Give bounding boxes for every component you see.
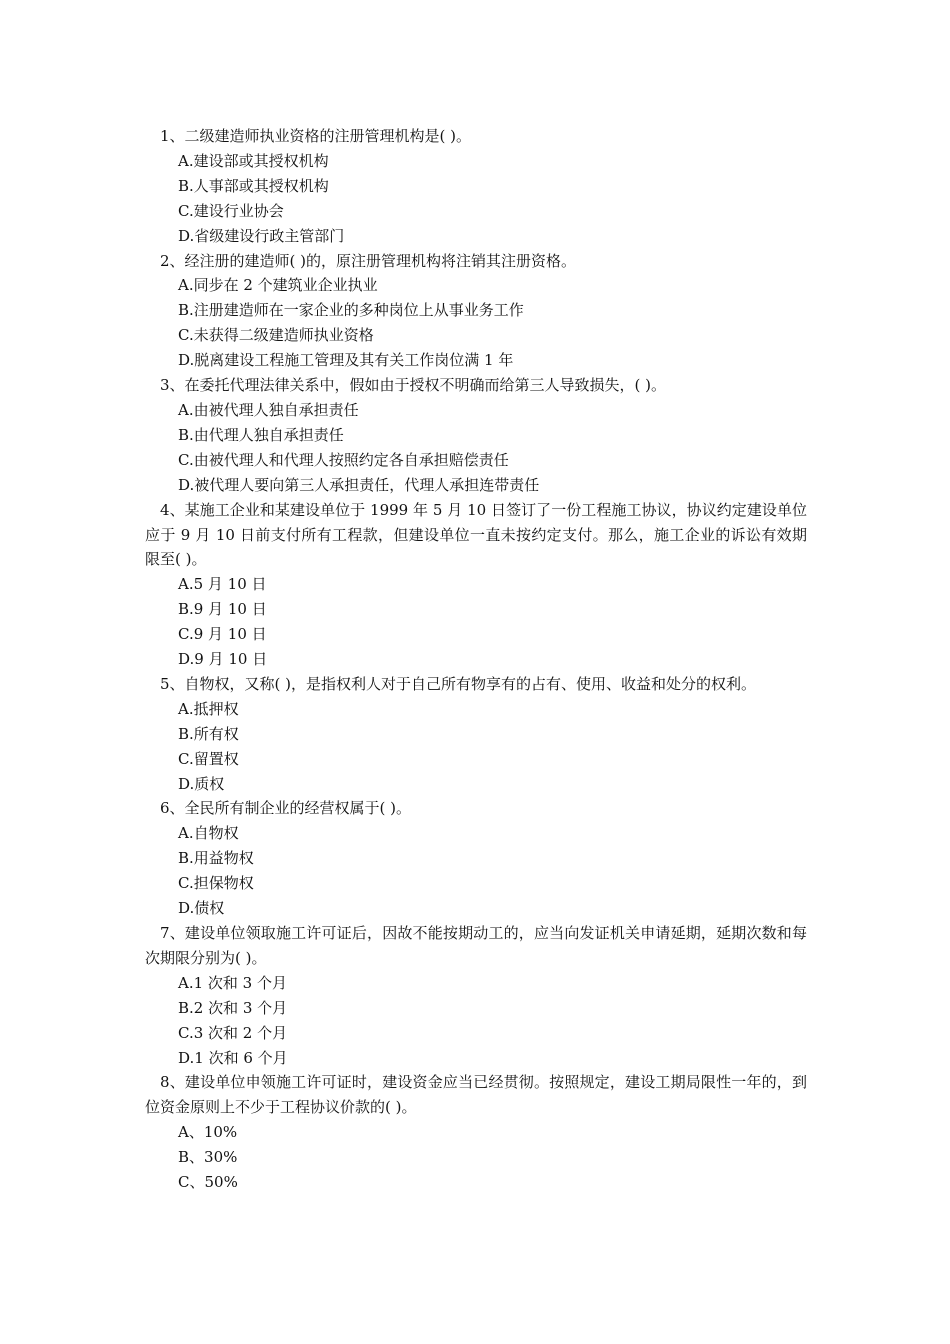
option-8a: A、10% [178, 1123, 238, 1142]
option-7a: A.1 次和 3 个月 [178, 973, 287, 992]
option-5d: D.质权 [178, 774, 225, 793]
option-5a: A.抵押权 [178, 699, 239, 718]
option-6c: C.担保物权 [178, 874, 254, 893]
option-6b: B.用益物权 [178, 849, 254, 868]
question-4: 4、某施工企业和某建设单位于 1999 年 5 月 10 日签订了一份工程施工协议，协议约定建设单位应于 9 月 10 日前支付所有工程款，但建设单位一直未按约定支付。那么，施工企业的诉讼有效期限至( )。 [145, 500, 807, 569]
option-7d: D.1 次和 6 个月 [178, 1048, 288, 1067]
option-1d: D.省级建设行政主管部门 [178, 226, 345, 245]
question-7: 7、建设单位领取施工许可证后，因故不能按期动工的，应当向发证机关申请延期，延期次数和每次期限分别为( )。 [145, 924, 807, 967]
option-2a: A.同步在 2 个建筑业企业执业 [178, 276, 378, 295]
option-3a: A.由被代理人独自承担责任 [178, 400, 359, 419]
question-5: 5、自物权，又称( )，是指权利人对于自己所有物享有的占有、使用、收益和处分的权利。 [160, 674, 757, 693]
option-5b: B.所有权 [178, 724, 239, 743]
option-2b: B.注册建造师在一家企业的多种岗位上从事业务工作 [178, 301, 524, 320]
option-3b: B.由代理人独自承担责任 [178, 425, 344, 444]
option-8c: C、50% [178, 1173, 238, 1192]
question-3: 3、在委托代理法律关系中，假如由于授权不明确而给第三人导致损失，( )。 [160, 376, 667, 395]
option-3d: D.被代理人要向第三人承担责任，代理人承担连带责任 [178, 475, 540, 494]
option-6a: A.自物权 [178, 824, 239, 843]
option-7c: C.3 次和 2 个月 [178, 1023, 288, 1042]
question-1: 1、二级建造师执业资格的注册管理机构是( )。 [160, 127, 472, 145]
option-8b: B、30% [178, 1148, 238, 1167]
option-2d: D.脱离建设工程施工管理及其有关工作岗位满 1 年 [178, 351, 514, 370]
option-4d: D.9 月 10 日 [178, 650, 268, 669]
question-6: 6、全民所有制企业的经营权属于( )。 [160, 799, 412, 818]
option-4b: B.9 月 10 日 [178, 600, 267, 619]
option-4a: A.5 月 10 日 [178, 575, 267, 594]
document-page [145, 124, 807, 1195]
option-2c: C.未获得二级建造师执业资格 [178, 326, 374, 345]
option-7b: B.2 次和 3 个月 [178, 998, 288, 1017]
option-1a: A.建设部或其授权机构 [178, 151, 329, 170]
option-4c: C.9 月 10 日 [178, 625, 267, 644]
option-1c: C.建设行业协会 [178, 201, 284, 220]
option-1b: B.人事部或其授权机构 [178, 176, 329, 195]
option-5c: C.留置权 [178, 749, 239, 768]
option-6d: D.债权 [178, 899, 225, 918]
question-8: 8、建设单位申领施工许可证时，建设资金应当已经贯彻。按照规定，建设工期局限性一年的，到位资金原则上不少于工程协议价款的( )。 [145, 1073, 807, 1117]
option-3c: C.由被代理人和代理人按照约定各自承担赔偿责任 [178, 450, 509, 469]
question-2: 2、经注册的建造师( )的，原注册管理机构将注销其注册资格。 [160, 251, 577, 270]
